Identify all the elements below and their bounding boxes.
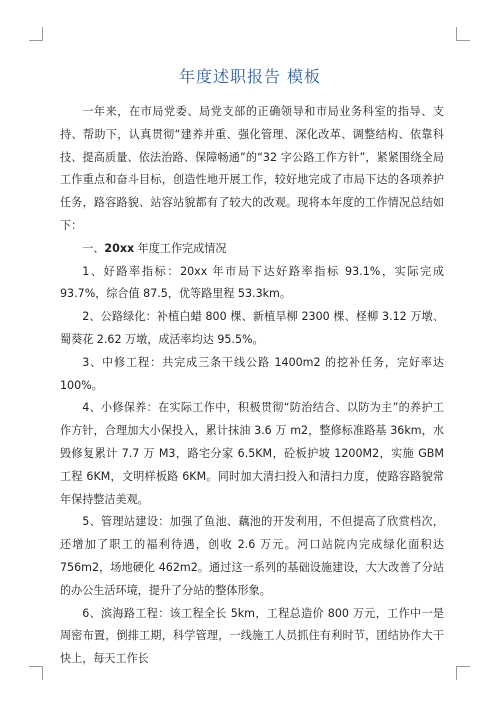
document-title: 年度述职报告 模板: [178, 67, 322, 86]
section-heading-prefix: 一、: [82, 241, 105, 255]
paragraph-intro: 一年来，在市局党委、局党支部的正确领导和市局业务科室的指导、支持、帮助下，认真贯彻“建养并重、强化管理、深化改革、调整结构、依靠科技、提高质量、依法治路、保障畅通”的“32 字公路工作方针”，紧紧围绕全局工作重点和奋斗目标，创造性地开展工作，较好地完成了市局下达的各项养护任务，路容路貌、站容站貌都有了较大的改观。现将本年度的工作情况总结如下：: [60, 105, 444, 232]
paragraph-item-4: 4、小修保养：在实际工作中，积极贯彻“防治结合、以防为主”的养护工作方针，合理加大小保投入，累计抹油 3.6 万 m2，整修标准路基 36km，水毁修复累计 7.7 万 M3，路宅分家 6.5KM，砼板护坡 1200M2，实施 GBM 工程 6KM，文明样板路 6KM。同时加大清扫投入和清扫力度，使路容路貌常年保持整洁美观。: [60, 401, 444, 506]
crop-mark-bottom-left: [29, 666, 43, 680]
crop-mark-bottom-right: [456, 666, 470, 680]
crop-mark-top-right: [456, 27, 470, 41]
document-body: [60, 101, 444, 671]
paragraph-item-5: 5、管理站建设：加强了鱼池、藕池的开发利用，不但提高了欣赏档次，还增加了职工的福利待遇，创收 2.6 万元。河口站院内完成绿化面积达 756m2，场地硬化 462m2。通过这一系列的基础设施建设，大大改善了分站的办公生活环境，提升了分站的整体形象。: [60, 515, 444, 597]
crop-mark-top-left: [29, 27, 43, 41]
paragraph-item-1: 1、好路率指标：20xx 年市局下达好路率指标 93.1%，实际完成 93.7%，综合值 87.5，优等路里程 53.3km。: [60, 264, 444, 301]
section-heading-year: 20xx: [104, 241, 135, 255]
paragraph-item-2: 2、公路绿化：补植白蜡 800 棵、新植旱柳 2300 棵、柽柳 3.12 万墩、蜀葵花 2.62 万墩，成活率均达 95.5%。: [60, 310, 444, 346]
section-heading-text: 年度工作完成情况: [134, 241, 227, 255]
paragraph-item-6: 6、滨海路工程：该工程全长 5km，工程总造价 800 万元，工作中一是周密布置，倒排工期，科学管理，一线施工人员抓住有利时节，团结协作大干快上，每天工作长: [60, 606, 444, 666]
section-heading: [60, 238, 444, 261]
paragraph-item-3: 3、中修工程：共完成三条干线公路 1400m2 的挖补任务，完好率达 100%。: [60, 355, 444, 392]
